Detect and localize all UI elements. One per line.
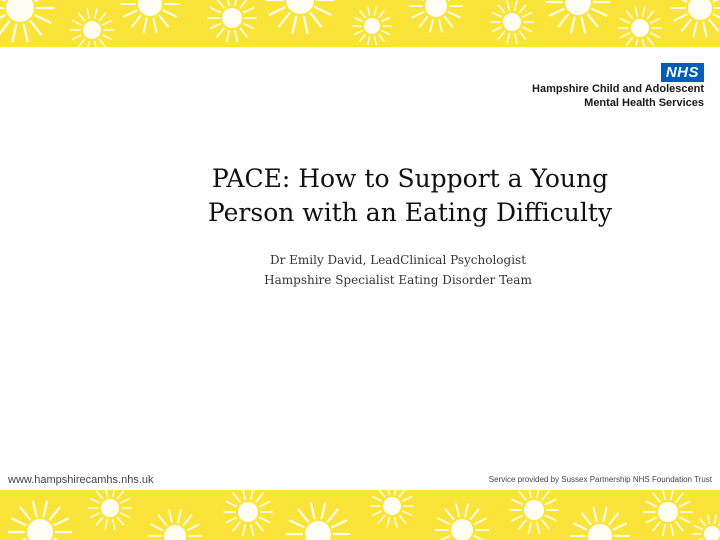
sun-pattern-bottom — [0, 490, 720, 540]
sun-icon — [287, 504, 349, 540]
sun-icon — [436, 504, 489, 540]
logo-line-1: Hampshire Child and Adolescent — [532, 83, 704, 95]
footer-provider: Service provided by Sussex Partnership NHS Foundation Trust — [488, 475, 712, 484]
nhs-badge: NHS — [661, 63, 704, 82]
sun-icon — [353, 7, 391, 44]
title-line-1: PACE: How to Support a Young — [211, 164, 609, 193]
slide-subtitle — [200, 250, 596, 290]
sun-icon — [9, 502, 71, 540]
sun-icon — [149, 510, 202, 540]
sun-icon — [671, 0, 720, 36]
sun-icon — [121, 0, 179, 32]
sun-icon — [547, 0, 609, 32]
sun-icon — [370, 490, 413, 527]
top-sun-band — [0, 0, 720, 47]
sun-icon — [618, 7, 661, 47]
sun-icon — [266, 0, 333, 33]
sun-icon — [410, 0, 463, 32]
sun-icon — [571, 508, 629, 540]
sun-icon — [693, 515, 720, 540]
sun-icon — [644, 490, 692, 535]
sun-icon — [208, 0, 256, 41]
footer-website: www.hampshirecamhs.nhs.uk — [8, 474, 154, 486]
presenter-line: Dr Emily David, LeadClinical Psychologist — [269, 253, 527, 267]
bottom-sun-band — [0, 490, 720, 540]
team-line: Hampshire Specialist Eating Disorder Team — [264, 273, 532, 287]
sun-icon — [224, 490, 272, 535]
sun-icon — [490, 1, 533, 43]
slide-title — [150, 162, 670, 230]
sun-icon — [70, 9, 113, 47]
sun-icon — [510, 490, 558, 533]
sun-icon — [88, 490, 131, 529]
nhs-logo — [532, 62, 704, 110]
sun-icon — [0, 0, 54, 41]
title-line-2: Person with an Eating Difficulty — [207, 198, 613, 227]
logo-line-2: Mental Health Services — [584, 97, 704, 109]
sun-pattern-top — [0, 0, 720, 47]
